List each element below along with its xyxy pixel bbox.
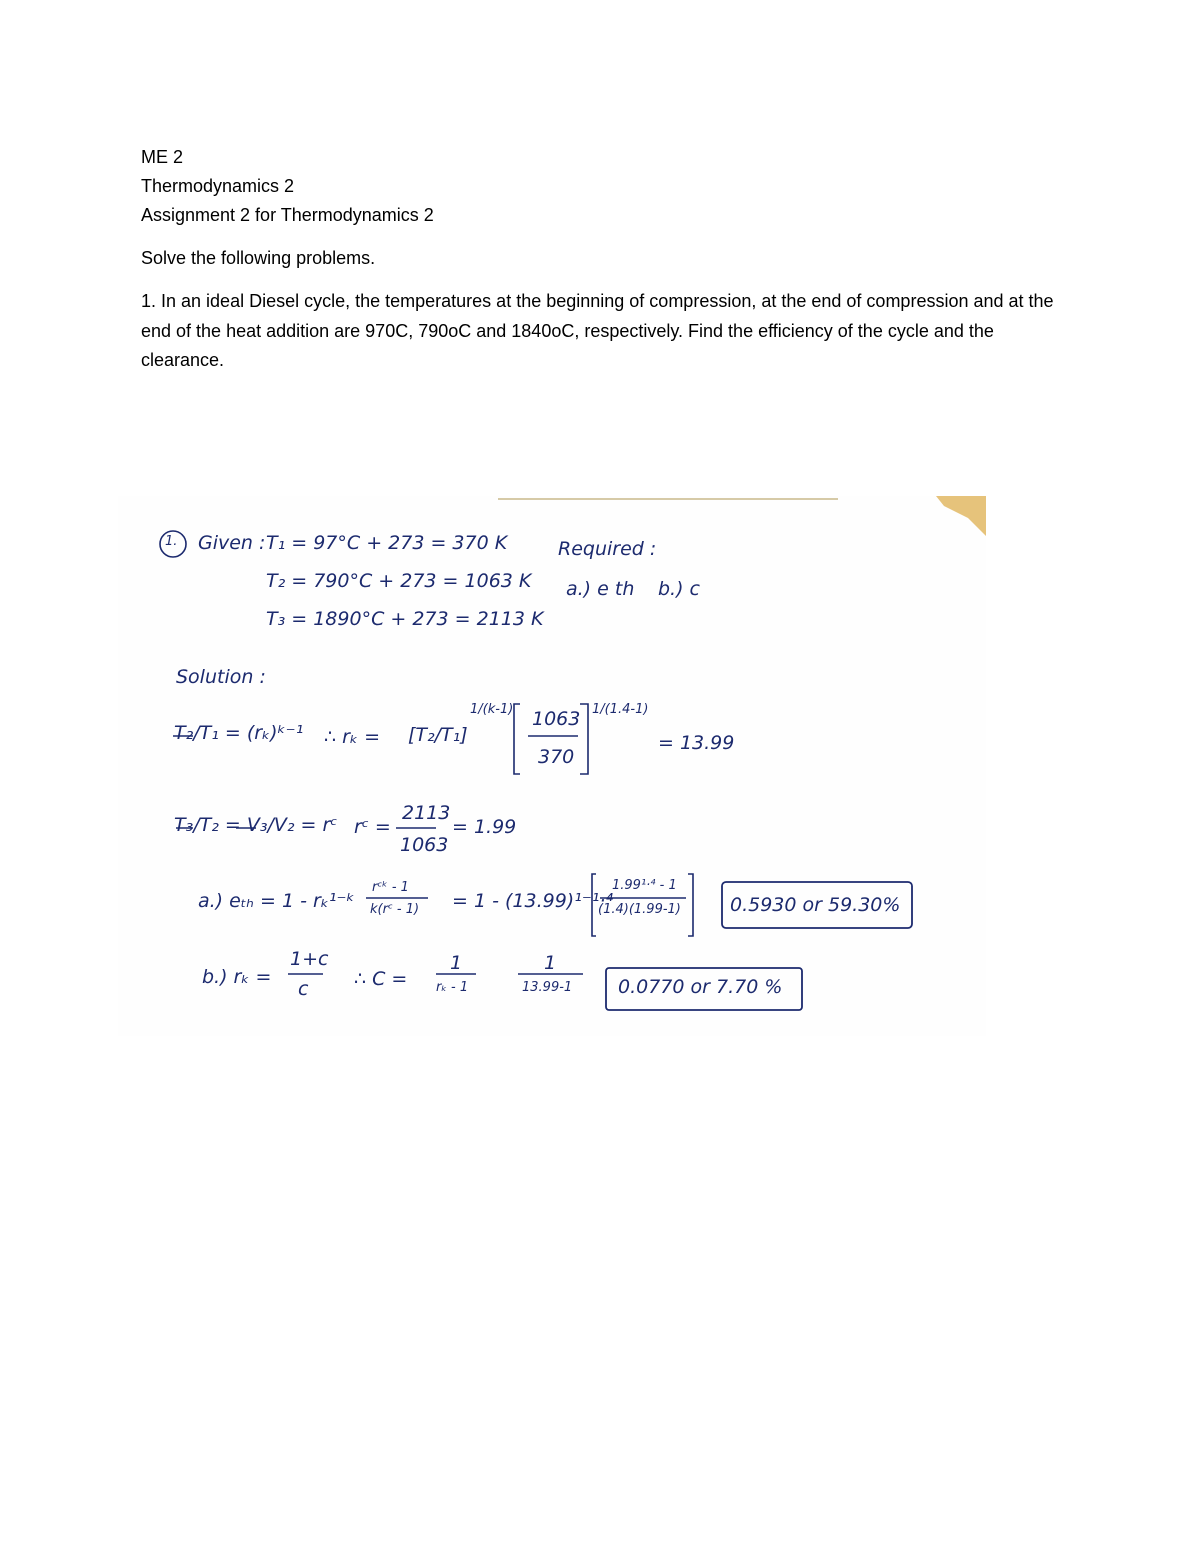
eq1-therefore: ∴ rₖ = <box>324 726 380 748</box>
solution-label: Solution : <box>176 666 266 688</box>
course-title: ME 2 <box>141 147 184 167</box>
part-b-num3: 1 <box>544 952 557 974</box>
given-label: Given : <box>198 532 266 554</box>
part-b-den2: rₖ - 1 <box>436 980 469 995</box>
given-t1: T₁ = 97°C + 273 = 370 K <box>266 532 508 554</box>
eq2-num: 2113 <box>402 802 451 824</box>
subject-title: Thermodynamics 2 <box>141 176 295 196</box>
part-a-num: rᶜᵏ - 1 <box>372 880 409 895</box>
part-a-den: k(rᶜ - 1) <box>370 902 420 917</box>
part-a-mid: = 1 - (13.99)¹⁻¹·⁴ <box>452 890 614 912</box>
part-a-answer: 0.5930 or 59.30% <box>730 894 901 916</box>
eq1-result: = 13.99 <box>658 732 735 754</box>
eq1-exp: 1/(k-1) <box>470 702 514 717</box>
required-label: Required : <box>558 538 657 560</box>
eq2-den: 1063 <box>400 834 449 856</box>
part-b-num2: 1 <box>450 952 463 974</box>
handwritten-solution-scan <box>118 496 986 1036</box>
required-a: a.) e th <box>566 578 635 600</box>
part-a-lhs: a.) eₜₕ = 1 - rₖ¹⁻ᵏ <box>198 890 355 912</box>
eq1-num: 1063 <box>532 708 581 730</box>
eq1-frac: [T₂/T₁] <box>408 724 468 746</box>
required-b: b.) c <box>658 578 700 600</box>
item-number: 1. <box>165 534 178 549</box>
eq1-lhs: T₂/T₁ = (rₖ)ᵏ⁻¹ <box>174 722 304 744</box>
part-b-den: c <box>298 978 309 1000</box>
eq2-result: = 1.99 <box>452 816 517 838</box>
part-a-den2: (1.4)(1.99-1) <box>598 902 681 917</box>
eq1-den: 370 <box>538 746 575 768</box>
given-t3: T₃ = 1890°C + 273 = 2113 K <box>266 608 544 630</box>
eq2-rc: rᶜ = <box>354 816 391 838</box>
part-b-den3: 13.99-1 <box>522 980 573 995</box>
problem-statement: 1. In an ideal Diesel cycle, the temperatures at the beginning of compression, at the end of compression and at the end of the heat addition are 970C, 790oC and 1840oC, respectively. Find the efficiency of the cycle and the clearance. <box>141 291 1054 370</box>
eq1-exp2: 1/(1.4-1) <box>592 702 649 717</box>
part-b-num: 1+c <box>290 948 329 970</box>
instructions: Solve the following problems. <box>141 248 376 268</box>
given-t2: T₂ = 790°C + 273 = 1063 K <box>266 570 532 592</box>
assignment-title: Assignment 2 for Thermodynamics 2 <box>141 205 434 225</box>
part-b-answer: 0.0770 or 7.70 % <box>618 976 783 998</box>
part-a-num2: 1.99¹·⁴ - 1 <box>612 878 677 893</box>
part-b-lhs: b.) rₖ = <box>202 966 272 988</box>
part-b-therefore: ∴ C = <box>354 968 408 990</box>
eq2-lhs: T₃/T₂ = V₃/V₂ = rᶜ <box>174 814 338 836</box>
